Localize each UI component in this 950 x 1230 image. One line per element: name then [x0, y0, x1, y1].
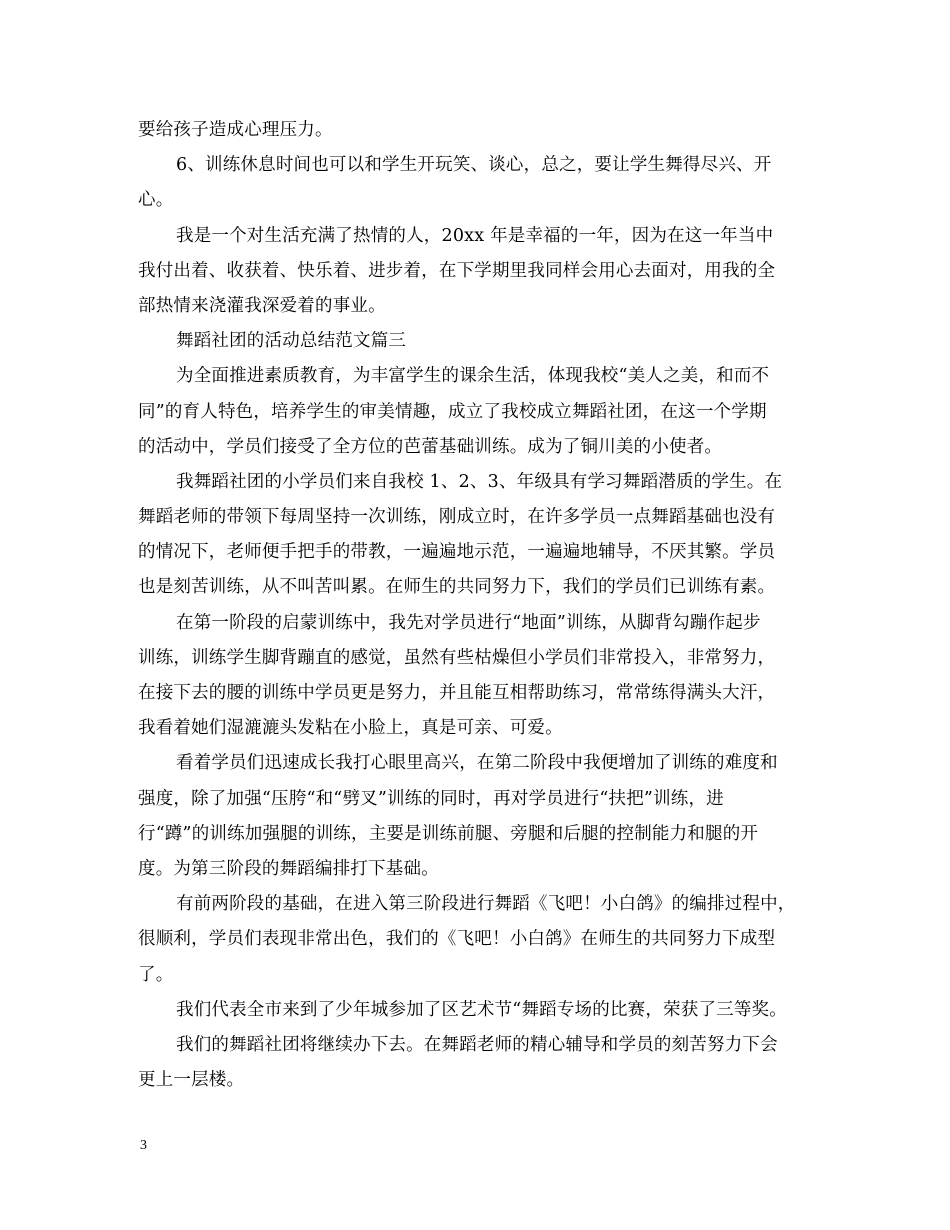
text-line: 要给孩子造成心理压力。 [138, 120, 333, 140]
text-line: 为全面推进素质教育，为丰富学生的课余生活，体现我校“美人之美，和而不 [176, 366, 770, 387]
text-line: 我看着她们湿漉漉头发粘在小脸上，真是可亲、可爱。 [138, 718, 563, 739]
text-line: 舞蹈老师的带领下每周坚持一次训练，刚成立时，在许多学员一点舞蹈基础也没有 [138, 507, 776, 528]
text-line: 的情况下，老师便手把手的带教，一遍遍地示范，一遍遍地辅导，不厌其繁。学员 [138, 542, 776, 563]
text-line: 部热情来浇灌我深爱着的事业。 [138, 295, 386, 316]
text-line: 6、训练休息时间也可以和学生开玩笑、谈心，总之，要让学生舞得尽兴、开 [176, 155, 772, 176]
text-line: 看着学员们迅速成长我打心眼里高兴，在第二阶段中我便增加了训练的难度和 [176, 753, 778, 774]
text-line: 我是一个对生活充满了热情的人，20xx 年是幸福的一年，因为在这一年当中 [176, 225, 774, 246]
text-line: 行“蹲”的训练加强腿的训练，主要是训练前腿、旁腿和后腿的控制能力和腿的开 [138, 823, 759, 844]
text-line: 强度，除了加强“压胯“和“劈叉”训练的同时，再对学员进行“扶把”训练，进 [138, 788, 724, 809]
text-line: 我们代表全市来到了少年城参加了区艺术节“舞蹈专场的比赛，荣获了三等奖。 [176, 999, 787, 1020]
text-line: 训练，训练学生脚背蹦直的感觉，虽然有些枯燥但小学员们非常投入，非常努力， [138, 647, 776, 668]
text-line: 我舞蹈社团的小学员们来自我校 1、2、3、年级具有学习舞蹈潜质的学生。在 [176, 471, 783, 492]
text-line: 舞蹈社团的活动总结范文篇三 [176, 331, 407, 352]
text-line: 更上一层楼。 [138, 1070, 245, 1091]
text-line: 有前两阶段的基础，在进入第三阶段进行舞蹈《飞吧！小白鸽》的编排过程中， [176, 894, 796, 915]
text-line: 心。 [138, 190, 174, 211]
text-line: 我付出着、收获着、快乐着、进步着，在下学期里我同样会用心去面对，用我的全 [138, 260, 776, 281]
text-line: 也是刻苦训练，从不叫苦叫累。在师生的共同努力下，我们的学员们已训练有素。 [138, 577, 776, 598]
text-line: 度。为第三阶段的舞蹈编排打下基础。 [138, 858, 439, 879]
text-line: 同”的育人特色，培养学生的审美情趣，成立了我校成立舞蹈社团，在这一个学期 [138, 401, 767, 422]
text-line: 的活动中，学员们接受了全方位的芭蕾基础训练。成为了铜川美的小使者。 [138, 436, 723, 457]
text-line: 我们的舞蹈社团将继续办下去。在舞蹈老师的精心辅导和学员的刻苦努力下会 [176, 1034, 778, 1055]
text-line: 在接下去的腰的训练中学员更是努力，并且能互相帮助练习，常常练得满头大汗， [138, 683, 776, 703]
page-number: 3 [140, 1138, 147, 1153]
document-body [138, 113, 818, 1098]
text-line: 了。 [138, 964, 174, 985]
text-line: 在第一阶段的启蒙训练中，我先对学员进行“地面”训练，从脚背勾蹦作起步 [176, 612, 761, 633]
text-line: 很顺利，学员们表现非常出色，我们的《飞吧！小白鸽》在师生的共同努力下成型 [138, 929, 776, 950]
